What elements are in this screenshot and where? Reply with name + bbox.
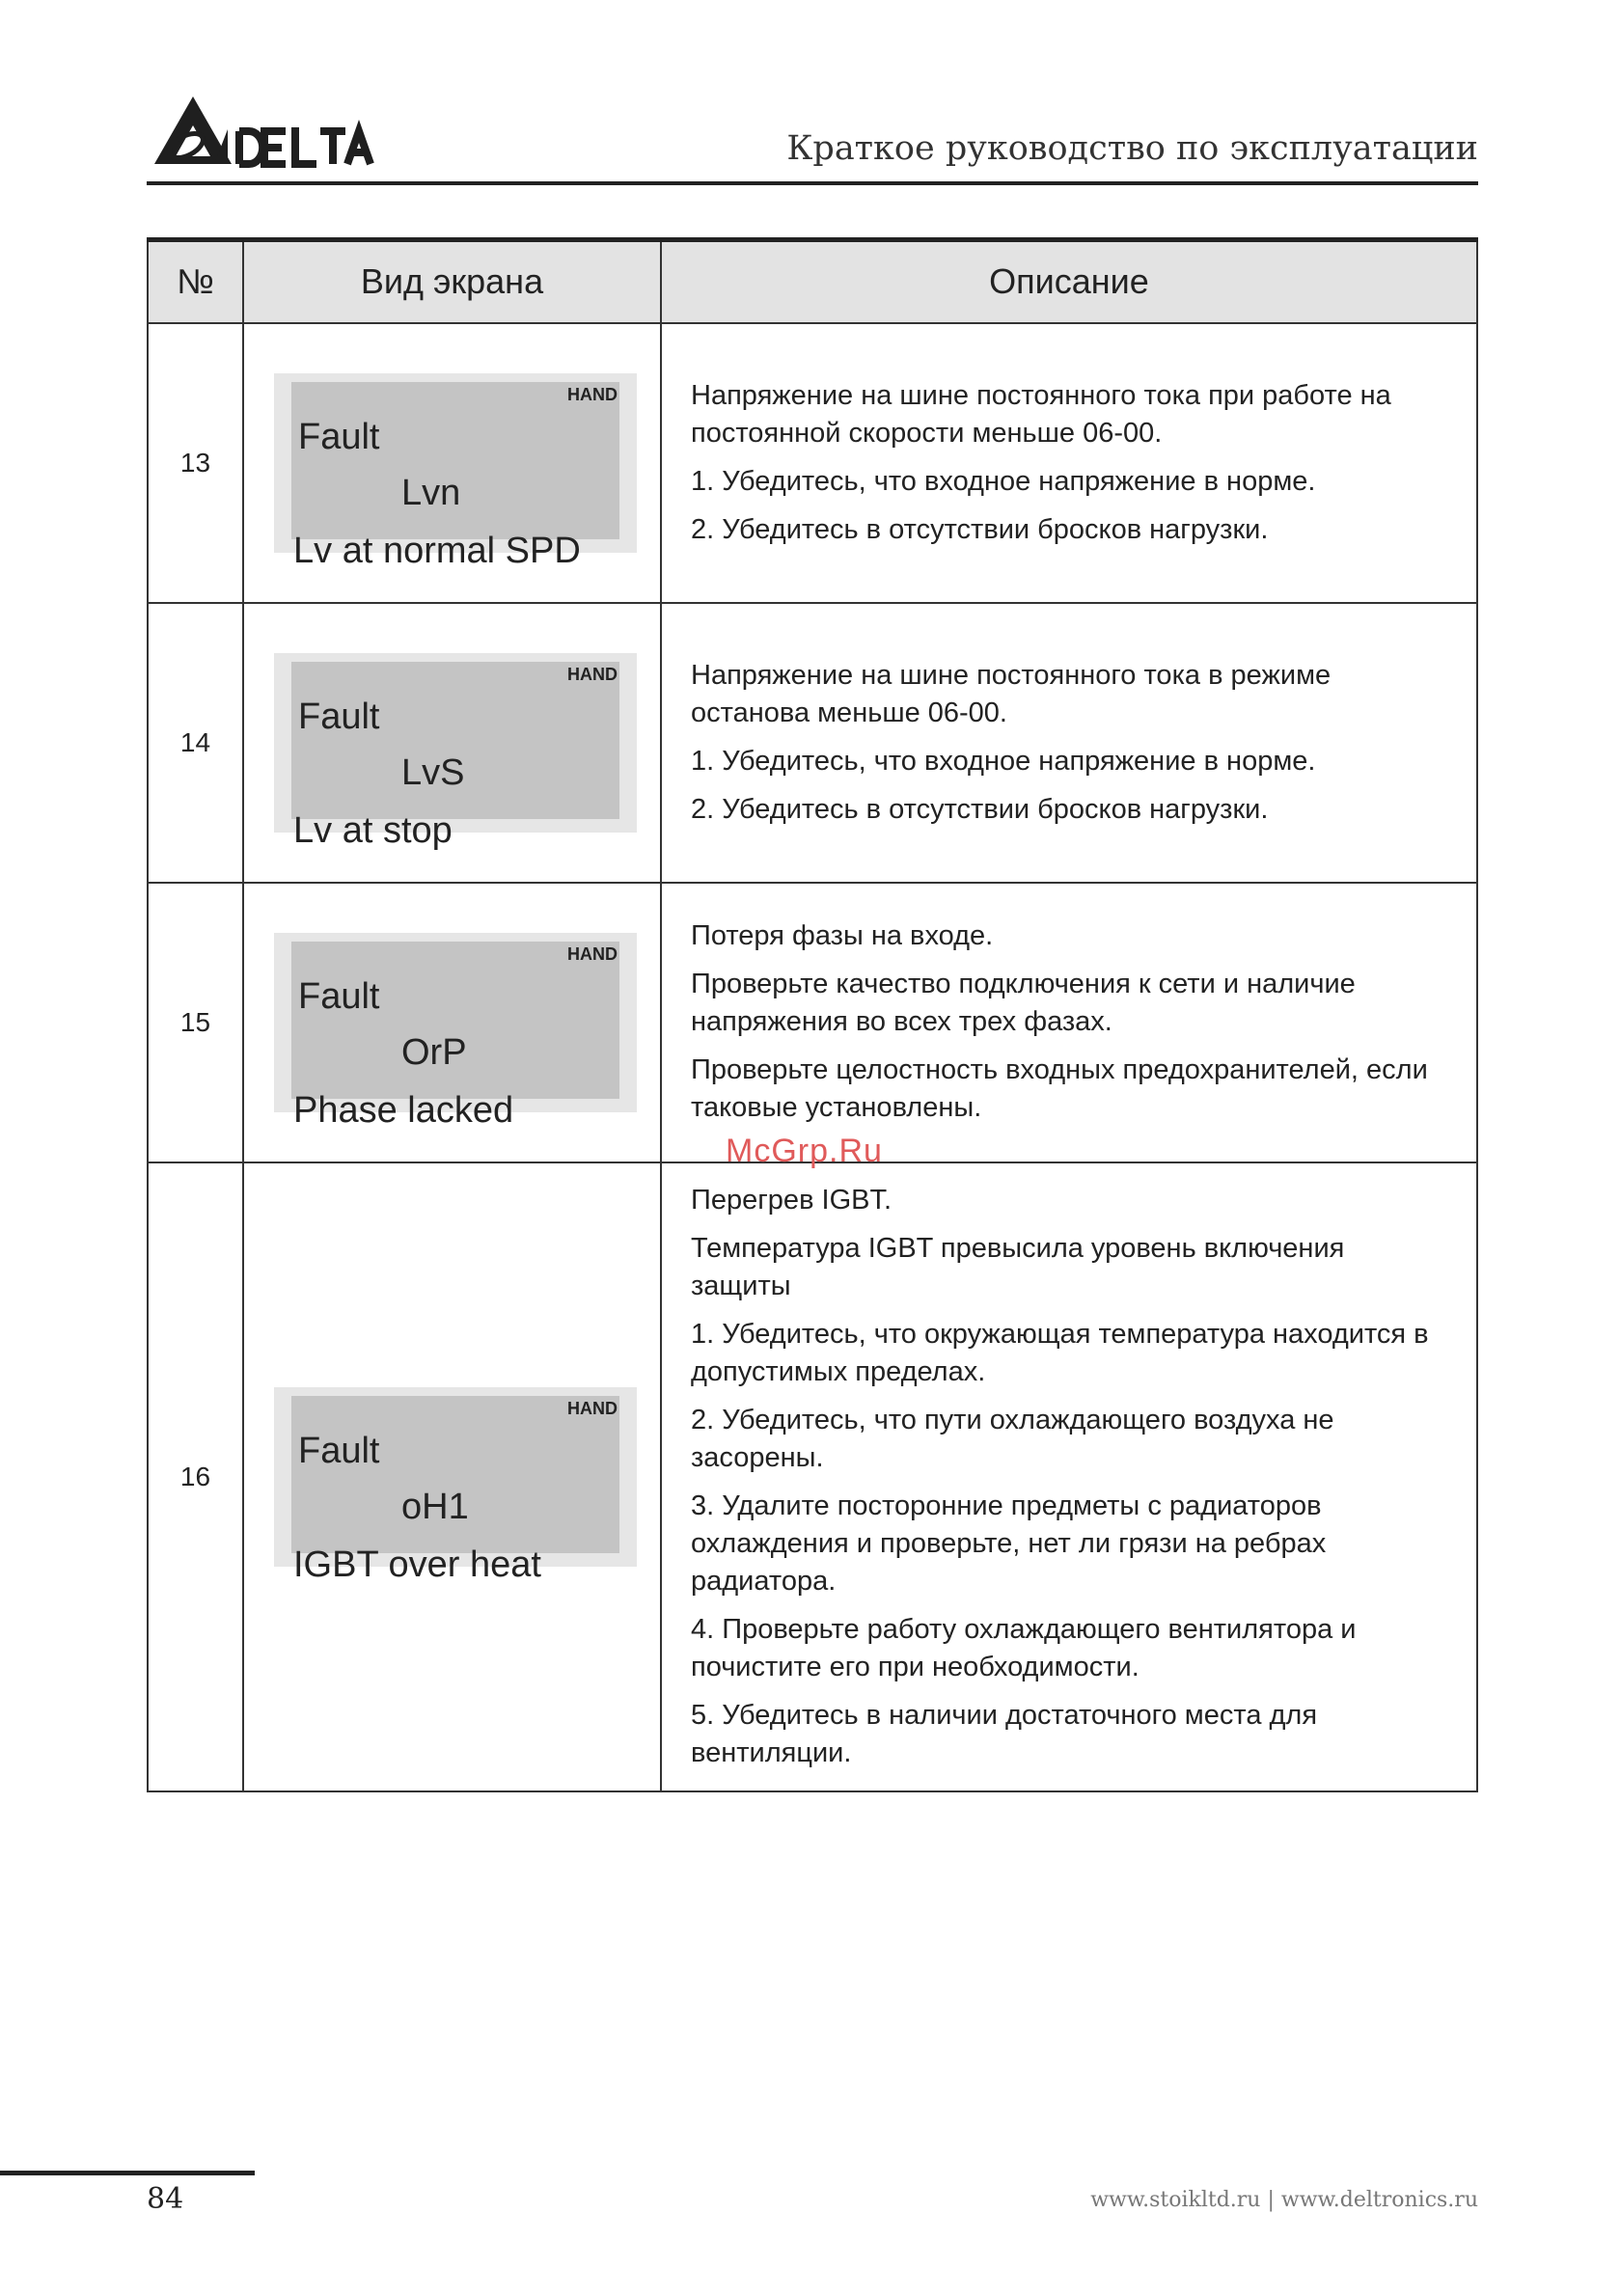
description-paragraph: Напряжение на шине постоянного тока в режиме останова меньше 06-00.	[691, 659, 1332, 728]
lcd-display	[274, 373, 637, 571]
description-paragraph: Проверьте качество подключения к сети и наличие напряжения во всех трех фазах.	[691, 969, 1356, 1037]
lcd-line-1: Fault	[298, 975, 380, 1017]
lcd-mode-indicator: HAND	[567, 664, 618, 684]
table-row	[148, 883, 1477, 1162]
lcd-mode-indicator: HAND	[567, 384, 618, 404]
description-paragraph: Перегрев IGBT.	[691, 1184, 892, 1216]
lcd-line-2: LvS	[401, 752, 465, 793]
description-paragraph: 4. Проверьте работу охлаждающего вентилятора и почистите его при необходимости.	[691, 1613, 1357, 1682]
description-paragraph: Потеря фазы на входе.	[691, 920, 994, 951]
description-paragraph: 1. Убедитесь, что входное напряжение в норме.	[691, 465, 1316, 497]
description-paragraph: 2. Убедитесь в отсутствии бросков нагрузки.	[691, 793, 1269, 825]
description-paragraph: Температура IGBT превысила уровень включения защиты	[691, 1232, 1345, 1301]
page-header	[147, 93, 1478, 185]
watermark: McGrp.Ru	[726, 1133, 883, 1169]
description-paragraph: Проверьте целостность входных предохранителей, если таковые установлены.	[691, 1054, 1428, 1123]
description-paragraph: 3. Удалите посторонние предметы с радиаторов охлаждения и проверьте, нет ли грязи на ребрах радиатора.	[691, 1490, 1327, 1597]
lcd-mode-indicator: HAND	[567, 1398, 618, 1418]
column-header-description: Описание	[661, 240, 1477, 323]
lcd-display	[274, 933, 637, 1131]
lcd-line-1: Fault	[298, 696, 380, 737]
table-header-row	[148, 240, 1477, 323]
footer-divider	[0, 2171, 255, 2175]
screen-cell	[243, 883, 661, 1162]
description-paragraph: Напряжение на шине постоянного тока при работе на постоянной скорости меньше 06-00.	[691, 379, 1391, 449]
screen-cell	[243, 1162, 661, 1791]
screen-cell	[243, 603, 661, 883]
table-row	[148, 603, 1477, 883]
lcd-display	[274, 1387, 637, 1585]
lcd-mode-indicator: HAND	[567, 943, 618, 964]
description-paragraph: 2. Убедитесь, что пути охлаждающего воздуха не засорены.	[691, 1404, 1334, 1473]
description-paragraph: 1. Убедитесь, что окружающая температура находится в допустимых пределах.	[691, 1318, 1429, 1387]
fault-codes-table	[147, 237, 1478, 1792]
column-header-screen: Вид экрана	[243, 240, 661, 323]
row-number: 14	[148, 603, 243, 883]
lcd-display	[274, 653, 637, 851]
lcd-line-3: IGBT over heat	[293, 1544, 541, 1585]
description-cell	[661, 323, 1477, 603]
footer-url: www.stoikltd.ru | www.deltronics.ru	[1090, 2188, 1478, 2212]
lcd-line-3: Lv at normal SPD	[293, 530, 581, 571]
lcd-line-3: Phase lacked	[293, 1089, 514, 1131]
row-number: 13	[148, 323, 243, 603]
description-paragraph: 1. Убедитесь, что входное напряжение в норме.	[691, 745, 1316, 777]
delta-logo	[147, 93, 378, 170]
lcd-line-2: OrP	[401, 1031, 467, 1073]
description-paragraph: 5. Убедитесь в наличии достаточного места для вентиляции.	[691, 1699, 1318, 1768]
row-number: 16	[148, 1162, 243, 1791]
lcd-line-2: oH1	[401, 1486, 469, 1527]
lcd-line-1: Fault	[298, 1430, 380, 1471]
header-divider	[147, 181, 1478, 185]
page-title: Краткое руководство по эксплуатации	[786, 129, 1478, 168]
lcd-line-3: Lv at stop	[293, 809, 453, 851]
lcd-line-1: Fault	[298, 416, 380, 457]
description-cell	[661, 883, 1477, 1162]
table-row	[148, 1162, 1477, 1791]
column-header-number: №	[148, 240, 243, 323]
description-cell	[661, 1162, 1477, 1791]
row-number: 15	[148, 883, 243, 1162]
description-paragraph: 2. Убедитесь в отсутствии бросков нагрузки.	[691, 513, 1269, 545]
table-row	[148, 323, 1477, 603]
lcd-line-2: Lvn	[401, 472, 461, 513]
description-cell	[661, 603, 1477, 883]
screen-cell	[243, 323, 661, 603]
page-number: 84	[147, 2182, 184, 2216]
